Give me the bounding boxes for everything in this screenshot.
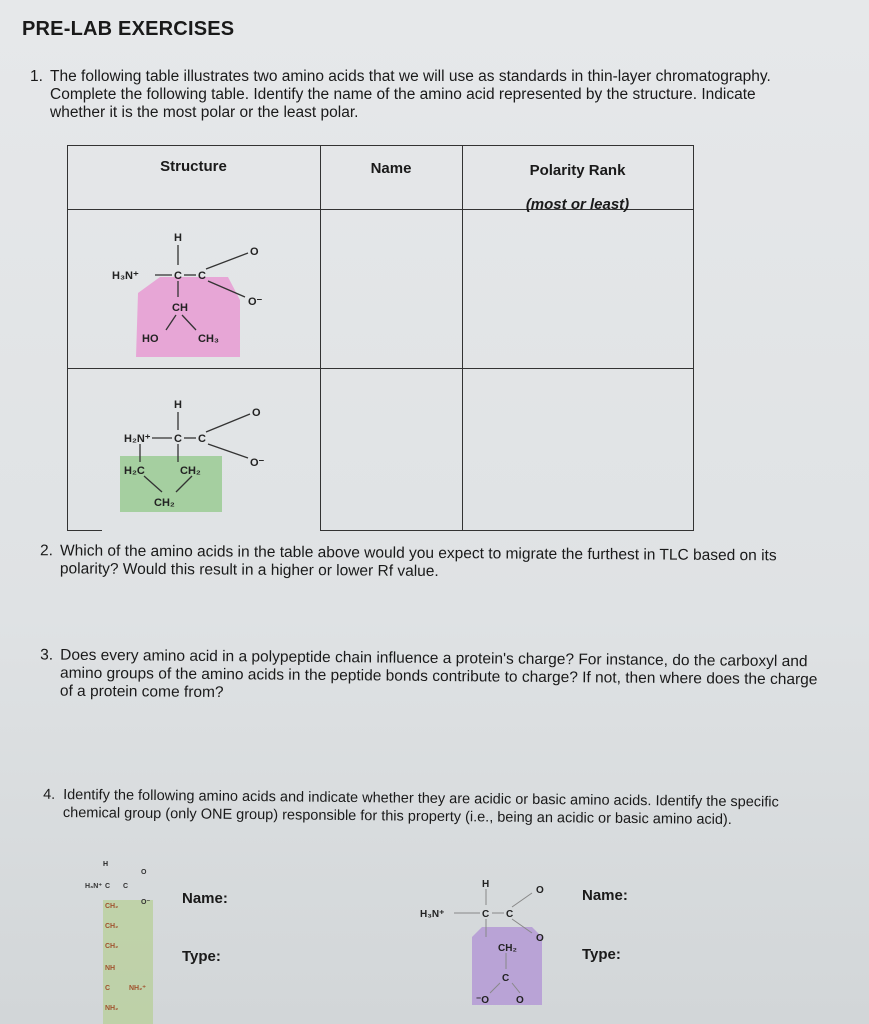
atom-label: H (482, 879, 490, 890)
atom-label: NH₂⁺ (129, 985, 146, 992)
atom-label: O⁻ (141, 899, 151, 906)
header-polarity-sub: (most or least) (525, 196, 630, 213)
atom-label: C (502, 973, 510, 984)
aspartate-structure (420, 875, 560, 1010)
question-number: 1. (30, 68, 43, 85)
name-cell-1[interactable] (321, 210, 462, 368)
atom-label: H₃N⁺ (85, 883, 103, 890)
atom-label: NH₂ (105, 1005, 119, 1012)
polarity-cell-2[interactable] (463, 369, 693, 530)
atom-label: CH₂ (105, 923, 119, 930)
atom-label: HO (142, 333, 159, 345)
atom-label: O (250, 246, 259, 258)
atom-label: H (174, 232, 182, 244)
question-text: Identify the following amino acids and indicate whether they are acidic or basic amino acids. Identify the specific chemical group (only ONE group) responsible for this property (i.e., being an acidic or basic amino acid). (62, 787, 779, 829)
side-chain-highlight (472, 927, 542, 1005)
table-border (67, 530, 102, 531)
proline-structure (110, 392, 290, 517)
atom-label: CH₂ (154, 497, 175, 509)
atom-label: H₃N⁺ (112, 270, 139, 282)
atom-label: O (536, 885, 544, 896)
atom-label: C (482, 909, 490, 920)
header-name: Name (370, 160, 412, 177)
name-label-2: Name: (582, 887, 628, 904)
question-number: 2. (40, 542, 54, 560)
atom-label: NH (105, 965, 116, 972)
side-chain-highlight (136, 277, 240, 357)
atom-label: CH₂ (498, 943, 517, 954)
atom-label: CH₂ (105, 943, 119, 950)
atom-label: C (174, 270, 182, 282)
question-3 (40, 646, 820, 708)
header-structure: Structure (160, 158, 227, 175)
atom-label: C (123, 883, 129, 890)
atom-label: C (174, 433, 182, 445)
name-cell-2[interactable] (321, 369, 462, 530)
atom-label: C (198, 270, 206, 282)
header-polarity: Polarity Rank (529, 162, 626, 179)
atom-label: ⁻O (476, 995, 490, 1006)
atom-label: H₂N⁺ (124, 433, 151, 445)
atom-label: H (174, 399, 182, 411)
atom-label: O (252, 407, 261, 419)
atom-label: CH₂ (180, 465, 201, 477)
question-number: 4. (43, 786, 56, 803)
type-label-1: Type: (182, 948, 221, 965)
atom-label: C (198, 433, 206, 445)
table-border (320, 530, 693, 531)
question-4 (43, 786, 823, 830)
atom-label: O (536, 933, 544, 944)
question-text: Which of the amino acids in the table above would you expect to migrate the furthest in TLC based on its polarity? Would this result in a higher or lower Rf value. (59, 542, 777, 580)
atom-label: C (506, 909, 514, 920)
threonine-structure (100, 225, 280, 360)
question-2 (40, 542, 820, 583)
name-label-1: Name: (182, 890, 228, 907)
type-label-2: Type: (582, 946, 621, 963)
table-border (67, 146, 68, 531)
atom-label: O (516, 995, 524, 1006)
atom-label: H₂C (124, 465, 145, 477)
atom-label: O⁻ (250, 457, 265, 469)
atom-label: CH₂ (105, 903, 119, 910)
question-number: 3. (40, 646, 54, 664)
atom-label: H₃N⁺ (420, 909, 445, 920)
atom-label: CH₃ (198, 333, 219, 345)
page-title: PRE-LAB EXERCISES (22, 18, 235, 40)
atom-label: H (103, 861, 109, 868)
question-1 (30, 68, 790, 122)
question-text: Does every amino acid in a polypeptide chain influence a protein's charge? For instance, do the carboxyl and amino groups of the amino acids in the peptide bonds contribute to charge? If not, then where does the charge of a protein come from? (59, 646, 818, 702)
question-text: The following table illustrates two amino acids that we will use as standards in thin-layer chromatography. Complete the following table. Identify the name of the amino acid represented by the structure. Indicate whether it is the most polar or the least polar. (50, 68, 771, 121)
atom-label: O⁻ (248, 296, 263, 308)
arginine-structure (85, 858, 165, 1024)
atom-label: O (141, 869, 147, 876)
polarity-cell-1[interactable] (463, 210, 693, 368)
atom-label: C (105, 883, 111, 890)
atom-label: C (105, 985, 111, 992)
atom-label: CH (172, 302, 188, 314)
